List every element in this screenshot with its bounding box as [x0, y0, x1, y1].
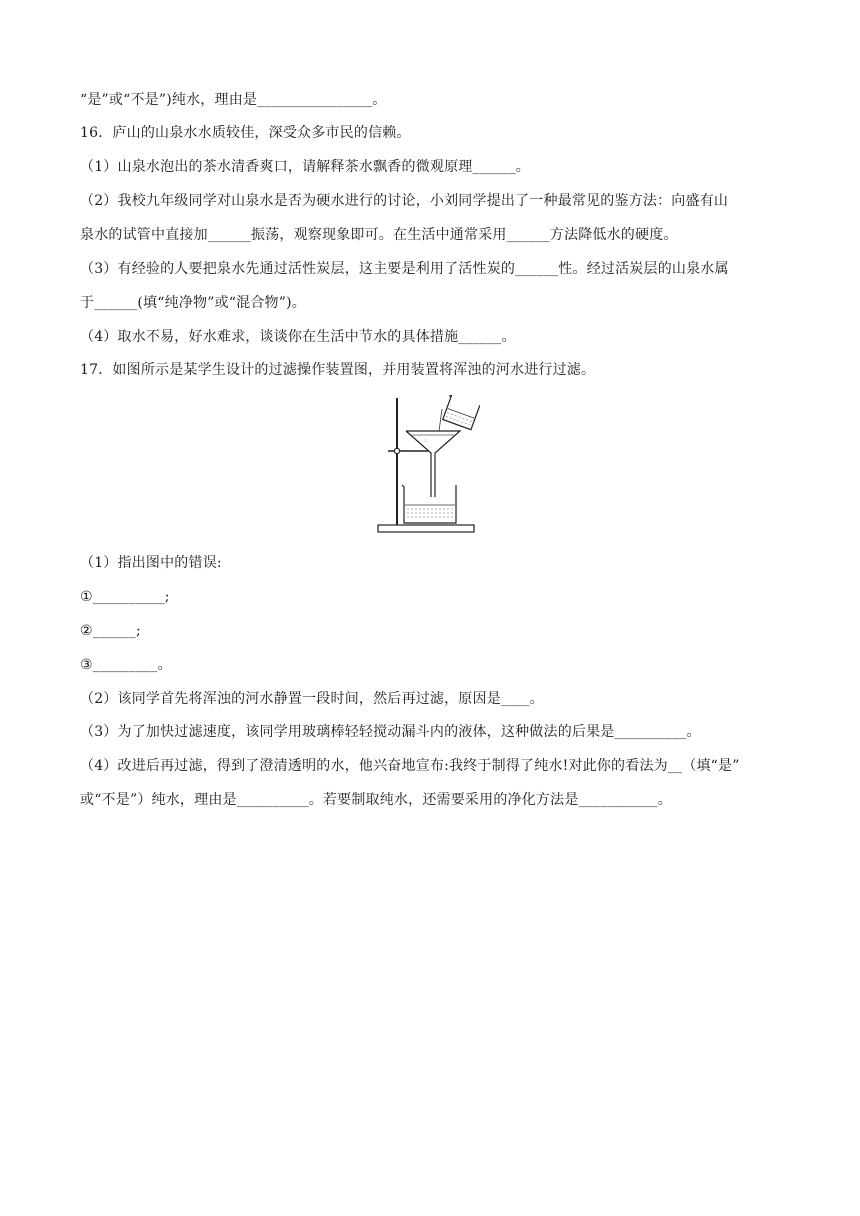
question-16-part-2-line-1: （2）我校九年级同学对山泉水是否为硬水进行的讨论，小刘同学提出了一种最常见的鉴方法：向盛有山	[80, 193, 729, 209]
question-17-title: 17．如图所示是某学生设计的过滤操作装置图，并用装置将浑浊的河水进行过滤。	[80, 362, 596, 378]
svg-text:∴: ∴	[424, 438, 428, 444]
question-16-title: 16．庐山的山泉水水质较佳，深受众多市民的信赖。	[80, 125, 411, 141]
question-17-part-4-line-1: （4）改进后再过滤，得到了澄清透明的水，他兴奋地宣布:我终于制得了纯水!对此你的看法为__（填“是”	[80, 758, 740, 774]
question-17-error-3: ③_________。	[80, 657, 172, 673]
pouring-beaker	[441, 395, 480, 430]
question-16-part-4: （4）取水不易，好水难求，谈谈你在生活中节水的具体措施______。	[80, 329, 516, 345]
question-17-part-3: （3）为了加快过滤速度，该同学用玻璃棒轻轻搅动漏斗内的液体，这种做法的后果是__________。	[80, 724, 701, 740]
pouring-stream	[439, 409, 442, 431]
question-17-part-2: （2）该同学首先将浑浊的河水静置一段时间，然后再过滤，原因是____。	[80, 691, 544, 707]
question-17-error-2: ②______;	[80, 623, 141, 639]
text-line-q15-end: “是”或“不是”)纯水，理由是________________。	[80, 92, 387, 108]
question-16-part-3-line-2: 于______(填“纯净物”或“混合物”)。	[80, 295, 306, 311]
question-16-part-3-line-1: （3）有经验的人要把泉水先通过活性炭层，这主要是利用了活性炭的______性。经过活炭层的山泉水属	[80, 261, 729, 277]
question-17-part-4-line-2: 或“不是”）纯水，理由是__________。若要制取纯水，还需要采用的净化方法是___________。	[80, 792, 672, 808]
question-16-part-1: （1）山泉水泡出的茶水清香爽口，请解释茶水飘香的微观原理______。	[80, 159, 530, 175]
question-16-part-2-line-2: 泉水的试管中直接加______振荡，观察现象即可。在生活中通常采用______方法降低水的硬度。	[80, 227, 678, 243]
question-17-error-1: ①__________;	[80, 589, 170, 605]
stand-base	[378, 525, 474, 532]
clamp-knob	[394, 448, 399, 453]
beaker	[402, 485, 456, 523]
filtration-apparatus-figure	[376, 395, 480, 535]
question-17-part-1: （1）指出图中的错误:	[80, 555, 222, 571]
